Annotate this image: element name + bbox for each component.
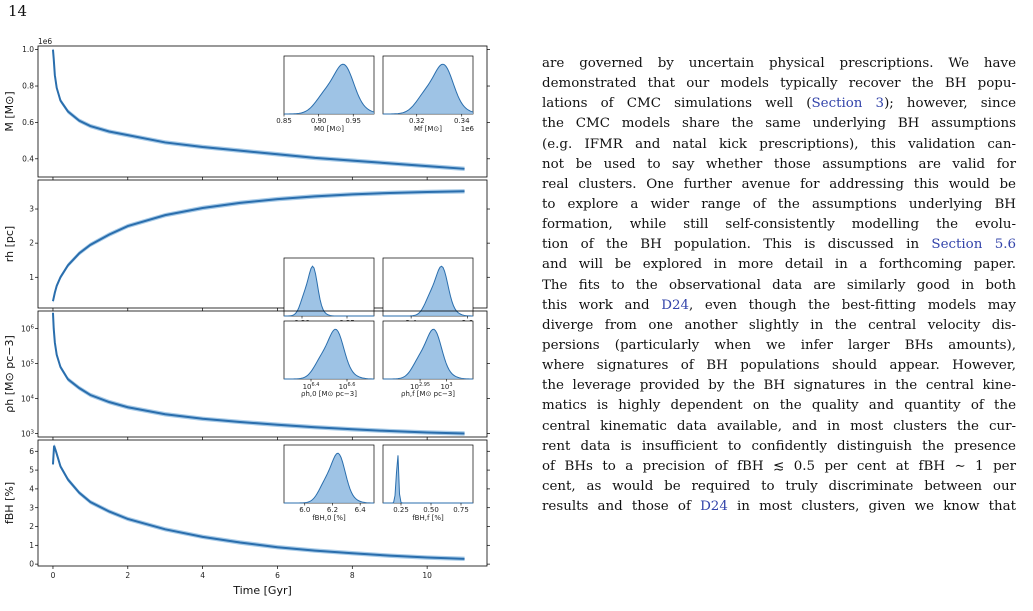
body-line: the leverage provided by the BH signatures in the central kine- xyxy=(542,378,1016,394)
body-line: this work and D24, even though the best-fitting models may xyxy=(542,297,1016,313)
inset-tick-label: 0.75 xyxy=(453,506,469,514)
y-tick-label: 6 xyxy=(29,446,34,456)
inset-tick-label: 0.85 xyxy=(276,117,292,125)
body-line: diverge from one another slightly in the central velocity dis- xyxy=(542,317,1016,333)
body-line: The fits to the observational data are similarly good in both xyxy=(542,277,1016,293)
y-axis-label: rh [pc] xyxy=(3,225,16,263)
inset-tick-label: $10^{6.6}$ xyxy=(338,382,356,391)
x-tick-label: 10 xyxy=(422,571,432,580)
body-line: (e.g. IFMR and natal kick prescriptions), this validation can- xyxy=(542,136,1016,152)
y-tick-label: 2 xyxy=(29,238,34,248)
inset-xlabel: ρh,0 [M⊙ pc−3] xyxy=(301,390,357,398)
inset-xlabel: fBH,f [%] xyxy=(412,514,444,522)
inset-frame xyxy=(284,258,374,316)
body-line: rent data is insufficient to confidently distinguish the presence xyxy=(542,438,1016,454)
inset-rho-0 xyxy=(284,321,374,398)
inset-fBH-1 xyxy=(383,445,473,522)
body-line: cent, as would be required to truly discriminate between our xyxy=(542,478,1016,494)
panel-M xyxy=(3,37,490,180)
panel-rho xyxy=(3,311,490,440)
y-tick-label: 0.6 xyxy=(22,118,34,128)
y-tick-label: 0 xyxy=(29,559,34,569)
x-tick-label: 6 xyxy=(275,571,280,580)
x-tick-label: 8 xyxy=(349,571,355,580)
y-multiplier: 1e6 xyxy=(38,37,53,46)
y-axis-label: ρh [M⊙ pc−3] xyxy=(3,335,16,413)
body-text xyxy=(542,54,1016,517)
page-number: 14 xyxy=(8,2,28,20)
inset-rho-1 xyxy=(383,321,473,398)
inset-tick-label: 0.90 xyxy=(310,117,327,125)
y-tick-label: $10^3$ xyxy=(20,429,34,439)
y-axis-label: fBH [%] xyxy=(3,481,16,525)
inset-tick-label: $10^3$ xyxy=(440,382,453,391)
body-line: the CMC models share the same underlying BH assumptions xyxy=(542,116,1016,132)
y-tick-label: 0.4 xyxy=(22,154,34,164)
x-tick-label: 0 xyxy=(50,571,56,580)
y-tick-label: $10^5$ xyxy=(20,359,34,369)
body-line: to explore a wider range of the assumptions underlying BH xyxy=(542,196,1016,212)
inset-tick-label: 6.4 xyxy=(354,506,366,514)
y-tick-label: $10^6$ xyxy=(20,324,34,334)
inset-tick-label: $10^{2.95}$ xyxy=(410,382,431,391)
panel-fBH xyxy=(3,440,490,569)
body-line: matics is highly dependent on the quality and quantity of the xyxy=(542,398,1016,414)
body-line: demonstrated that our models typically recover the BH popu- xyxy=(542,76,1016,92)
inset-xlabel: Mf [M⊙] xyxy=(413,125,443,133)
inset-M-1 xyxy=(383,56,475,133)
inset-multiplier: 1e6 xyxy=(460,125,474,133)
y-axis-label: M [M⊙] xyxy=(3,91,16,132)
body-line: lations of CMC simulations well (Section 3); however, since xyxy=(542,96,1016,112)
inset-fBH-0 xyxy=(284,445,374,522)
inset-M-0 xyxy=(276,56,374,133)
inset-tick-label: 0.50 xyxy=(423,506,439,514)
reference-link[interactable]: Section 5.6 xyxy=(931,237,1017,253)
reference-link[interactable]: D24 xyxy=(661,297,690,313)
body-line: not be used to say whether those assumptions are valid for xyxy=(542,156,1016,172)
body-line: and will be explored in more detail in a forthcoming paper. xyxy=(542,257,1016,273)
x-tick-label: 4 xyxy=(200,571,206,580)
body-line: central kinematic data available, and in most clusters the cur- xyxy=(542,418,1016,434)
body-line: of BHs to a precision of fBH ≲ 0.5 per cent at fBH ∼ 1 per xyxy=(542,458,1016,474)
y-tick-label: $10^4$ xyxy=(20,394,34,404)
inset-xlabel: fBH,0 [%] xyxy=(312,514,346,522)
inset-tick-label: 0.95 xyxy=(345,117,362,125)
x-tick-label: 2 xyxy=(125,571,131,580)
y-tick-label: 1.0 xyxy=(22,45,34,55)
inset-tick-label: 0.25 xyxy=(393,506,409,514)
reference-link[interactable]: Section 3 xyxy=(811,96,885,112)
body-line: real clusters. One further avenue for addressing this would be xyxy=(542,176,1016,192)
y-tick-label: 5 xyxy=(29,465,34,475)
y-tick-label: 0.8 xyxy=(22,81,34,91)
y-tick-label: 1 xyxy=(29,540,34,550)
body-line: where signatures of BH populations should appear. However, xyxy=(542,358,1016,374)
inset-tick-label: $10^{6.4}$ xyxy=(302,382,320,391)
body-line: are governed by uncertain physical prescriptions. We have xyxy=(542,56,1016,71)
body-line: persions (particularly when we infer larger BHs amounts), xyxy=(542,337,1016,353)
reference-link[interactable]: D24 xyxy=(700,499,728,515)
inset-xlabel: ρh,f [M⊙ pc−3] xyxy=(401,390,455,398)
panel-rh xyxy=(3,180,490,335)
y-tick-label: 4 xyxy=(29,484,34,494)
inset-tick-label: 0.34 xyxy=(453,117,470,125)
x-axis-label: Time [Gyr] xyxy=(233,584,292,597)
body-line: tion of the BH population. This is discussed in Section 5.6 xyxy=(542,237,1017,253)
y-tick-label: 3 xyxy=(29,503,34,513)
inset-tick-label: 6.2 xyxy=(326,506,339,514)
inset-xlabel: M0 [M⊙] xyxy=(313,125,345,133)
body-line: formation, while still self-consistently modelling the evolu- xyxy=(542,217,1016,233)
y-tick-label: 3 xyxy=(29,204,34,214)
inset-tick-label: 6.0 xyxy=(299,506,311,514)
body-line: results and those of D24 in most clusters, given we know that xyxy=(542,499,1016,515)
y-tick-label: 1 xyxy=(29,272,34,282)
y-tick-label: 2 xyxy=(29,522,34,532)
inset-tick-label: 0.32 xyxy=(408,117,425,125)
